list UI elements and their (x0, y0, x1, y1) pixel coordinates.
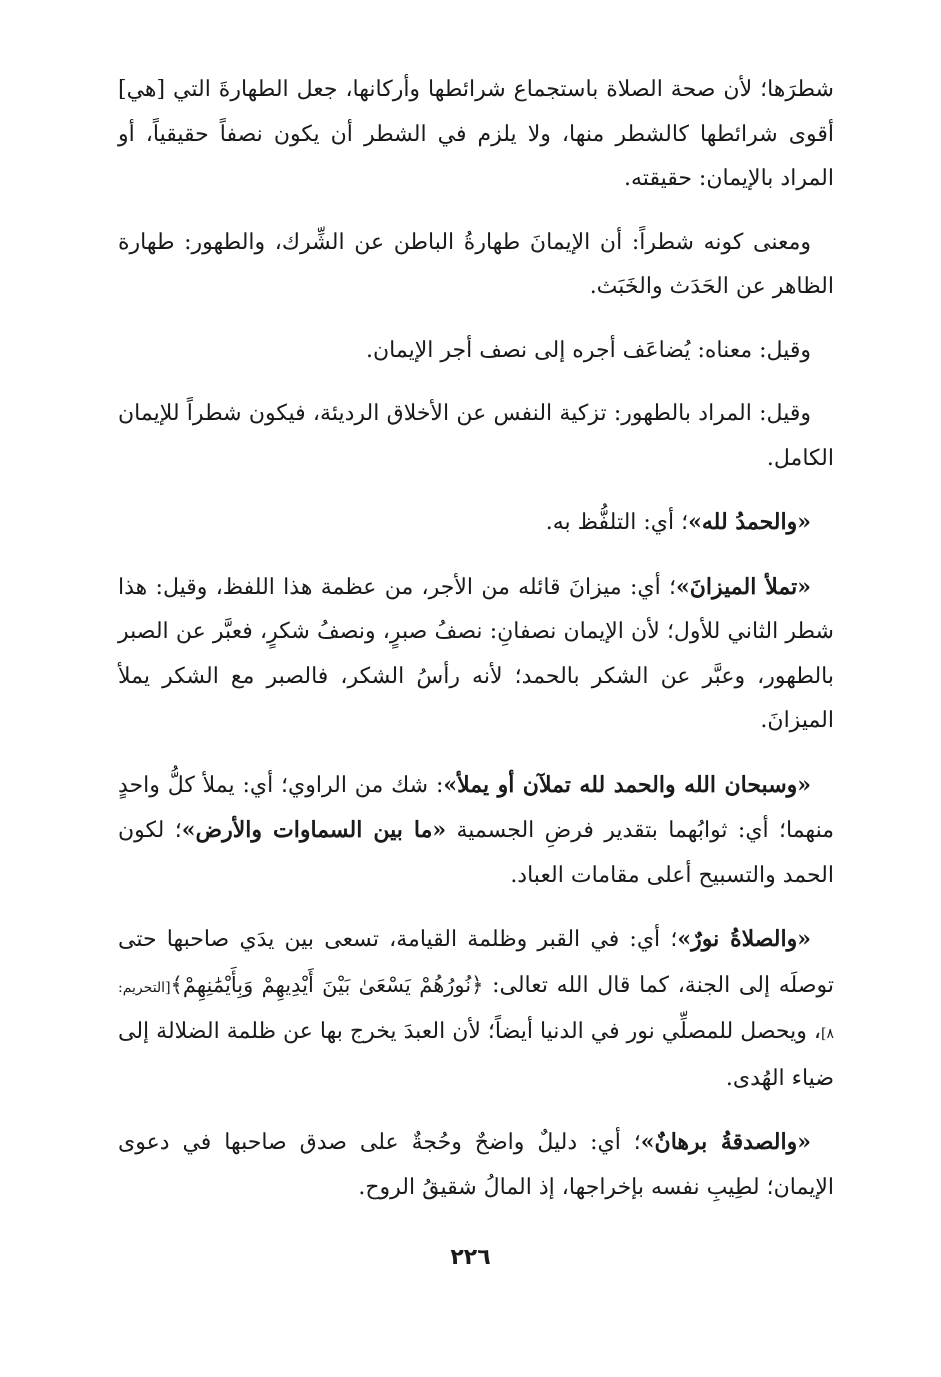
hadith-phrase: «تملأ الميزانَ» (676, 573, 812, 600)
commentary-text: ؛ أي: التلفُّظ به. (545, 510, 689, 535)
hadith-phrase: «والحمدُ لله» (688, 509, 811, 535)
commentary-text: ؛ أي: ميزانَ قائله من الأجر، من عظمة هذا اللفظ، وقيل: هذا شطر الثاني للأول؛ لأن الإيمان نصفانِ: نصفُ صبرٍ، ونصفُ شكرٍ، فعبَّر عن الصبر بالطهور، وعبَّر عن الشكر بالحمد؛ لأنه رأسُ الشكر، فالصبر مع الشكر يملأ الميزانَ. (118, 574, 834, 733)
paragraph-5 (118, 500, 834, 546)
hadith-phrase: «والصلاةُ نورٌ» (677, 926, 811, 952)
commentary-text: ، ويحصل للمصلِّي نور في الدنيا أيضاً؛ لأن العبدَ يخرج بها عن ظلمة الضلالة إلى ضياء الهُدى. (118, 1019, 834, 1091)
commentary-text: ؛ أي: في القبر وظلمة القيامة، تسعى بين يدَي صاحبها حتى توصلَه إلى الجنة، كما قال الله تعالى: (118, 927, 834, 998)
page-body (118, 68, 834, 1229)
paragraph-4: وقيل: المراد بالطهور: تزكية النفس عن الأخلاق الرديئة، فيكون شطراً للإيمان الكامل. (118, 401, 834, 471)
hadith-phrase: «ما بين السماوات والأرض» (181, 817, 447, 843)
verse-reference: [التحريم: ٨] (118, 979, 834, 1042)
commentary-text: : شك من الراوي؛ أي: يملأ كلُّ واحدٍ منهما؛ أي: ثوابُهما بتقدير فرضِ الجسمية (118, 772, 834, 843)
hadith-phrase: «والصدقةُ برهانٌ» (640, 1129, 811, 1155)
paragraph-3: وقيل: معناه: يُضاعَف أجره إلى نصف أجر الإيمان. (366, 337, 811, 363)
commentary-text: ؛ أي: دليلٌ واضحٌ وحُجةٌ على صدق صاحبها في دعوى الإيمان؛ لطِيبِ نفسه بإخراجها، إذ المالُ شقيقُ الروح. (118, 1130, 834, 1200)
paragraph-2: ومعنى كونه شطراً: أن الإيمانَ طهارةُ الباطن عن الشِّرك، والطهور: طهارة الظاهر عن الحَدَث والخَبَث. (118, 229, 834, 299)
paragraph-1: شطرَها؛ لأن صحة الصلاة باستجماع شرائطها وأركانها، جعل الطهارةَ التي [هي] أقوى شرائطها كالشطر منها، ولا يلزم في الشطر أن يكون نصفاً حقيقياً، أو المراد بالإيمان: حقيقته. (118, 77, 834, 191)
page-number: ٢٢٦ (450, 1245, 491, 1270)
paragraph-6 (118, 565, 834, 744)
hadith-phrase: «وسبحان الله والحمد لله تملآن أو يملأ» (443, 771, 811, 798)
paragraph-7 (118, 763, 834, 899)
paragraph-8 (118, 917, 834, 1101)
commentary-text: ؛ لكون الحمد والتسبيح أعلى مقامات العباد. (118, 818, 834, 888)
quran-verse: ﴿نُورُهُمْ يَسْعَىٰ بَيْنَ أَيْدِيهِمْ وَبِأَيْمَٰنِهِمْ﴾ (170, 972, 484, 997)
paragraph-9 (118, 1120, 834, 1210)
